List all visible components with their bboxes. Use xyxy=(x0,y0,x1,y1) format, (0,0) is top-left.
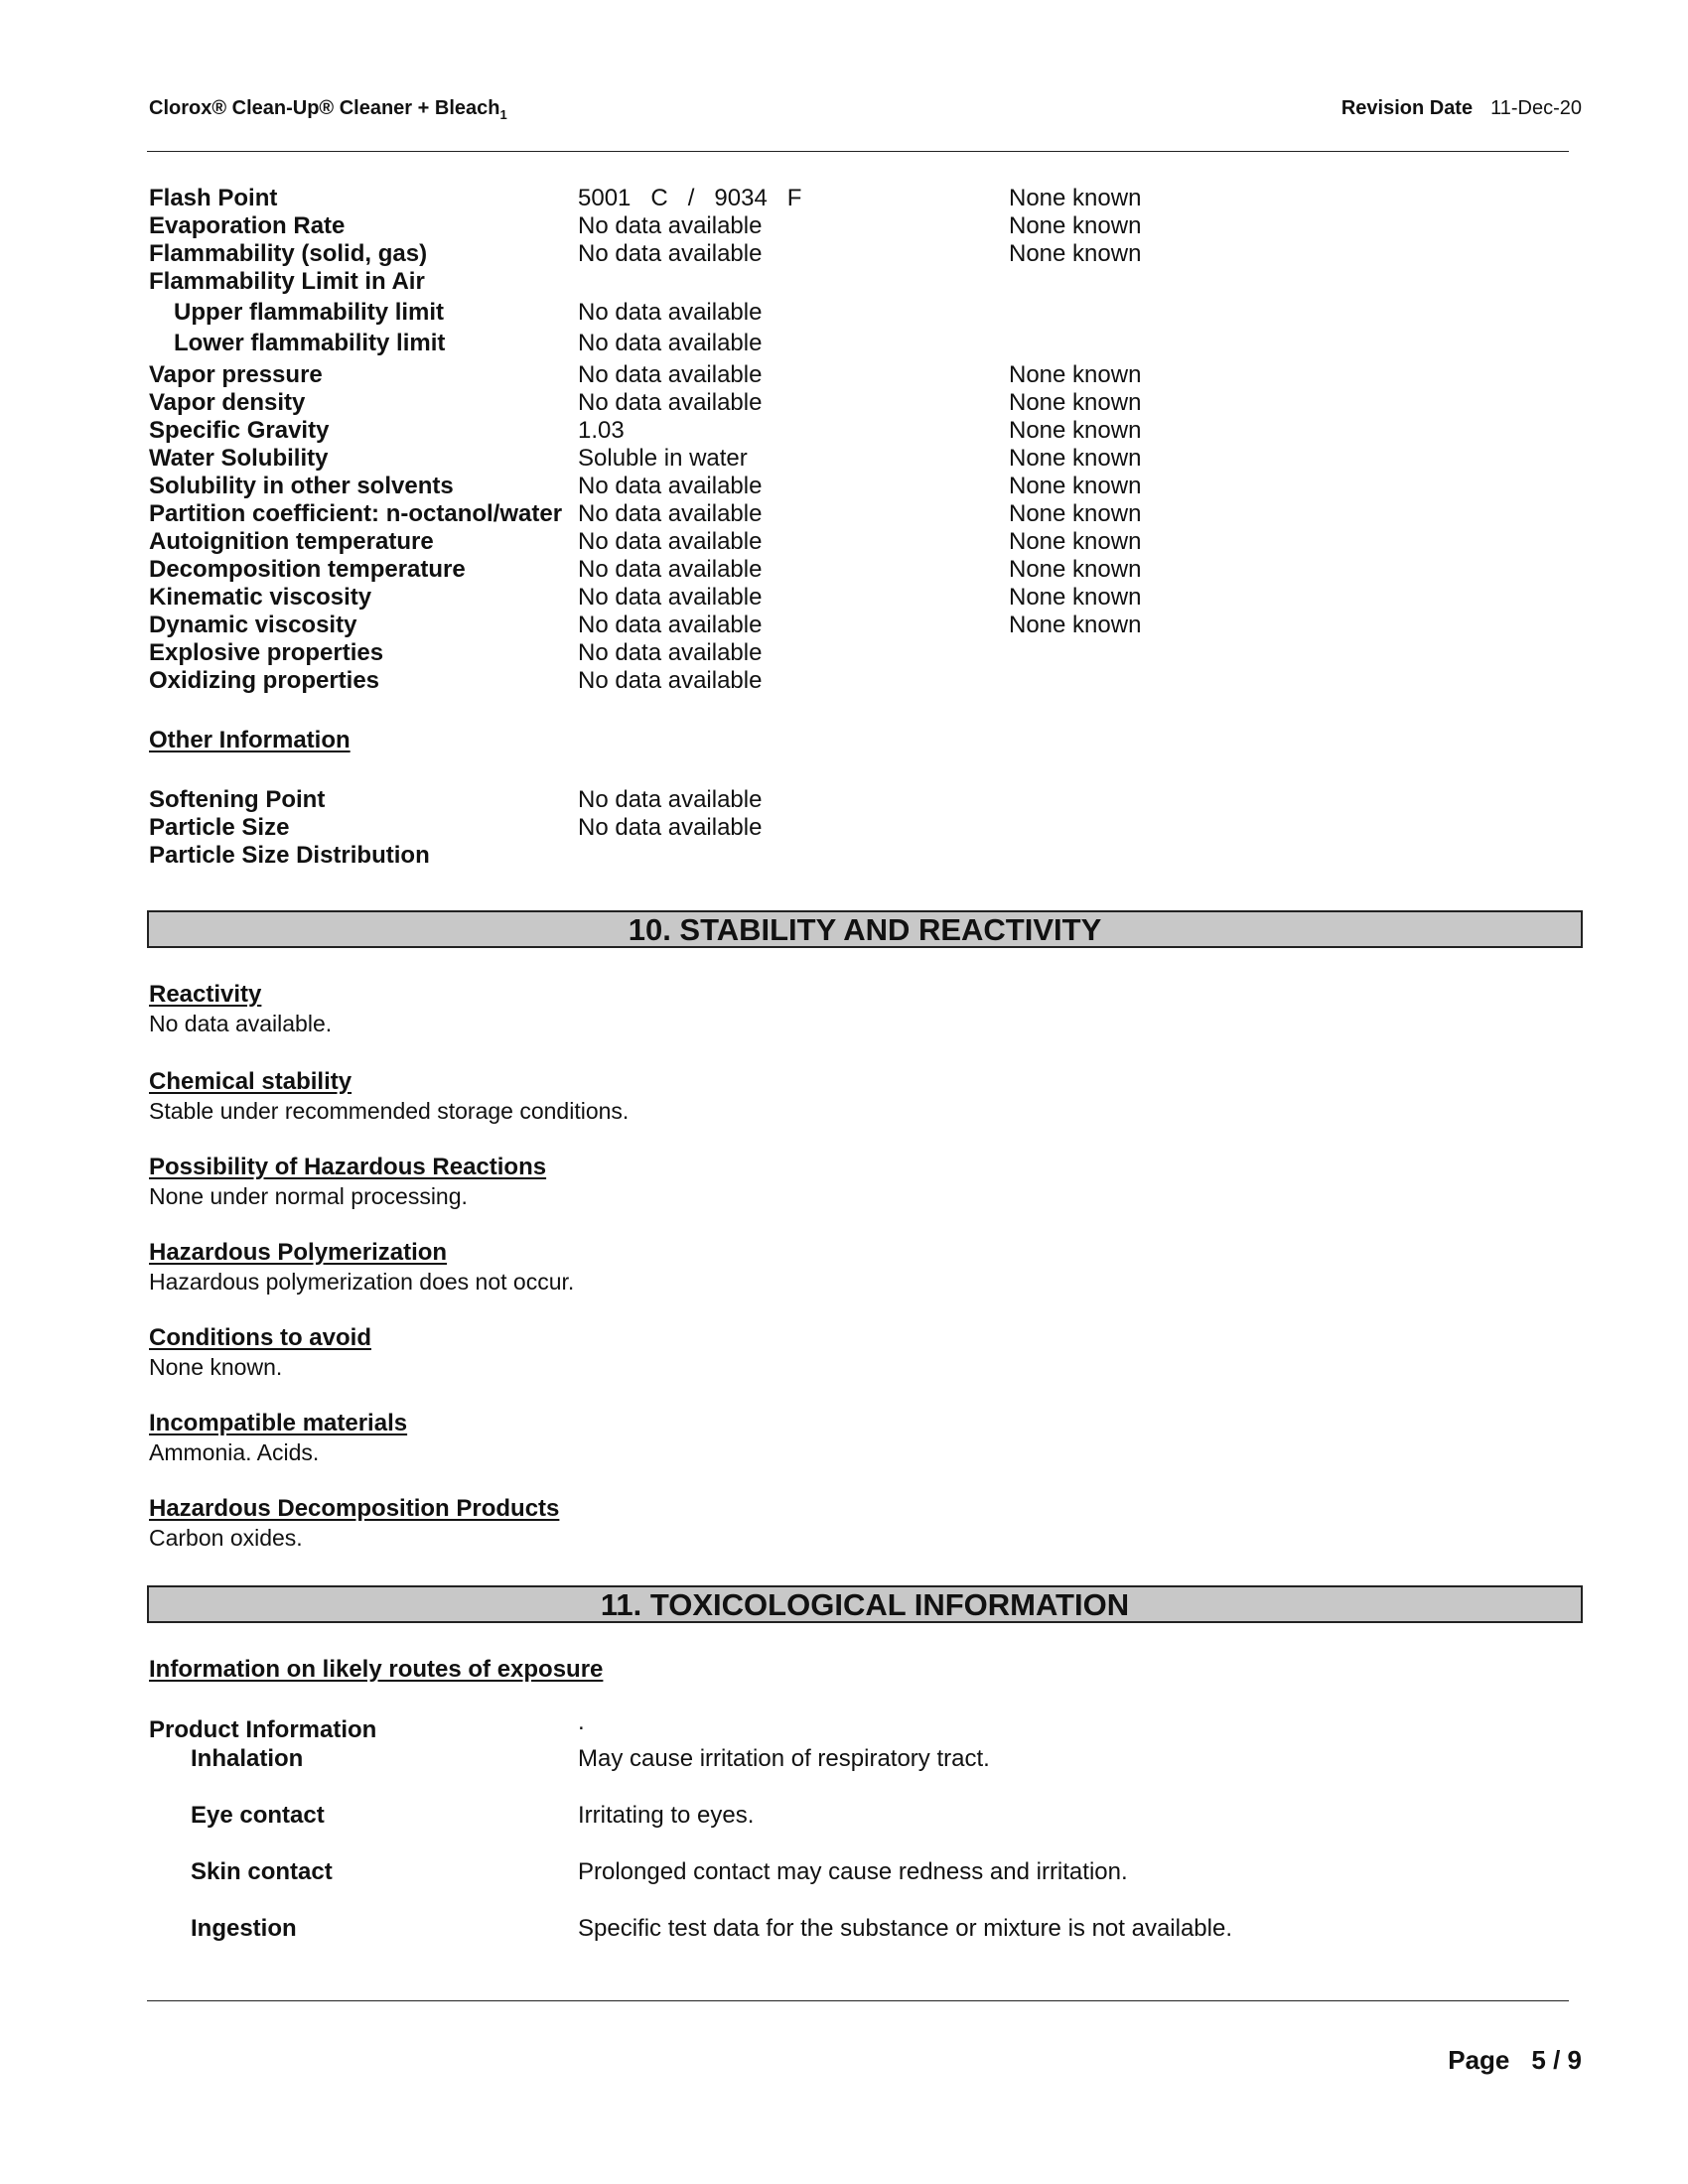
property-name: Upper flammability limit xyxy=(174,299,445,326)
revision-date: 11-Dec-20 xyxy=(1490,97,1582,119)
property-remark: None known xyxy=(1009,584,1142,611)
chemical-stability-heading: Chemical stability xyxy=(149,1068,352,1095)
property-name: Kinematic viscosity xyxy=(149,584,372,611)
property-remark: None known xyxy=(1009,528,1142,555)
property-name: Flammability (solid, gas) xyxy=(149,240,428,267)
property-row xyxy=(0,212,1688,240)
property-name: Explosive properties xyxy=(149,639,384,666)
conditions-to-avoid-heading: Conditions to avoid xyxy=(149,1324,371,1351)
property-value: No data available xyxy=(578,389,763,416)
product-subscript: 1 xyxy=(499,107,507,122)
incompatible-materials-heading: Incompatible materials xyxy=(149,1410,408,1436)
property-name: Solubility in other solvents xyxy=(149,473,454,499)
exposure-route-text: May cause irritation of respiratory tract. xyxy=(578,1745,990,1772)
exposure-route-name: Ingestion xyxy=(191,1915,297,1942)
property-value: No data available xyxy=(578,299,763,326)
page-number: 5 / 9 xyxy=(1531,2045,1582,2075)
property-name: Decomposition temperature xyxy=(149,556,466,583)
property-remark: None known xyxy=(1009,445,1142,472)
property-row xyxy=(0,528,1688,556)
property-row xyxy=(0,473,1688,500)
routes-of-exposure-heading: Information on likely routes of exposure xyxy=(149,1656,604,1683)
other-info-name: Particle Size xyxy=(149,814,290,841)
exposure-route-name: Inhalation xyxy=(191,1745,304,1772)
property-name: Oxidizing properties xyxy=(149,667,380,694)
section-10-title: 10. STABILITY AND REACTIVITY xyxy=(147,910,1583,948)
property-row xyxy=(0,417,1688,445)
exposure-route-row xyxy=(0,1915,1688,1943)
exposure-route-text: Prolonged contact may cause redness and irritation. xyxy=(578,1858,1128,1885)
revision-label: Revision Date xyxy=(1340,97,1474,119)
product-information-value: . xyxy=(578,1708,585,1735)
exposure-route-text: Irritating to eyes. xyxy=(578,1802,755,1829)
property-value: No data available xyxy=(578,212,763,239)
reactivity-heading: Reactivity xyxy=(149,981,262,1008)
property-value: 1.03 xyxy=(578,417,625,444)
property-name: Flammability Limit in Air xyxy=(149,268,425,295)
property-remark: None known xyxy=(1009,185,1142,211)
property-value: No data available xyxy=(578,667,763,694)
property-remark: None known xyxy=(1009,389,1142,416)
property-name: Vapor pressure xyxy=(149,361,323,388)
property-name: Vapor density xyxy=(149,389,306,416)
property-value: No data available xyxy=(578,584,763,611)
other-info-row xyxy=(0,842,1688,870)
exposure-route-name: Skin contact xyxy=(191,1858,333,1885)
property-value: No data available xyxy=(578,612,763,638)
property-row xyxy=(0,330,1688,357)
property-name: Flash Point xyxy=(149,185,278,211)
property-row xyxy=(0,185,1688,212)
incompatible-materials-text: Ammonia. Acids. xyxy=(149,1439,320,1465)
conditions-to-avoid-text: None known. xyxy=(149,1354,283,1380)
other-info-value: No data available xyxy=(578,786,763,813)
property-name: Partition coefficient: n-octanol/water xyxy=(149,500,563,527)
section-11-title: 11. TOXICOLOGICAL INFORMATION xyxy=(147,1585,1583,1623)
other-info-row xyxy=(0,786,1688,814)
page-indicator xyxy=(1448,2045,1582,2076)
decomposition-products-heading: Hazardous Decomposition Products xyxy=(149,1495,560,1522)
property-row xyxy=(0,299,1688,327)
property-value: No data available xyxy=(578,473,763,499)
reactivity-text: No data available. xyxy=(149,1011,333,1036)
property-value: No data available xyxy=(578,240,763,267)
property-row xyxy=(0,667,1688,695)
exposure-route-name: Eye contact xyxy=(191,1802,325,1829)
property-remark: None known xyxy=(1009,556,1142,583)
header-divider xyxy=(147,151,1569,152)
property-value: No data available xyxy=(578,361,763,388)
property-value: No data available xyxy=(578,330,763,356)
property-row xyxy=(0,612,1688,639)
decomposition-products-text: Carbon oxides. xyxy=(149,1525,303,1551)
property-remark: None known xyxy=(1009,612,1142,638)
product-title xyxy=(149,97,507,122)
property-row xyxy=(0,445,1688,473)
property-row xyxy=(0,500,1688,528)
property-value: No data available xyxy=(578,639,763,666)
exposure-route-row xyxy=(0,1745,1688,1773)
product-information-row xyxy=(0,1708,1688,1744)
hazardous-polymerization-text: Hazardous polymerization does not occur. xyxy=(149,1269,575,1295)
other-info-row xyxy=(0,814,1688,842)
footer-divider xyxy=(147,2000,1569,2001)
property-name: Evaporation Rate xyxy=(149,212,346,239)
revision-info xyxy=(1341,97,1582,120)
other-information-heading: Other Information xyxy=(149,727,351,753)
hazardous-reactions-heading: Possibility of Hazardous Reactions xyxy=(149,1154,547,1180)
property-name: Water Solubility xyxy=(149,445,329,472)
exposure-route-row xyxy=(0,1802,1688,1830)
property-name: Specific Gravity xyxy=(149,417,330,444)
property-remark: None known xyxy=(1009,361,1142,388)
other-info-name: Particle Size Distribution xyxy=(149,842,430,869)
exposure-route-row xyxy=(0,1858,1688,1886)
hazardous-reactions-text: None under normal processing. xyxy=(149,1183,468,1209)
property-row xyxy=(0,268,1688,296)
property-row xyxy=(0,361,1688,389)
property-value: No data available xyxy=(578,500,763,527)
property-row xyxy=(0,556,1688,584)
other-info-value: No data available xyxy=(578,814,763,841)
property-value: No data available xyxy=(578,528,763,555)
property-name: Autoignition temperature xyxy=(149,528,434,555)
property-row xyxy=(0,584,1688,612)
property-remark: None known xyxy=(1009,473,1142,499)
property-row xyxy=(0,639,1688,667)
property-remark: None known xyxy=(1009,500,1142,527)
exposure-route-text: Specific test data for the substance or mixture is not available. xyxy=(578,1915,1233,1942)
property-value: Soluble in water xyxy=(578,445,748,472)
product-name: Clorox® Clean-Up® Cleaner + Bleach xyxy=(149,97,500,119)
property-name: Dynamic viscosity xyxy=(149,612,357,638)
product-information-label: Product Information xyxy=(149,1716,377,1743)
other-info-name: Softening Point xyxy=(149,786,326,813)
hazardous-polymerization-heading: Hazardous Polymerization xyxy=(149,1239,448,1266)
page-label: Page xyxy=(1448,2045,1510,2075)
property-remark: None known xyxy=(1009,212,1142,239)
property-name: Lower flammability limit xyxy=(174,330,446,356)
chemical-stability-text: Stable under recommended storage conditions. xyxy=(149,1098,630,1124)
property-remark: None known xyxy=(1009,417,1142,444)
property-remark: None known xyxy=(1009,240,1142,267)
property-value: 5001 C / 9034 F xyxy=(578,185,802,211)
property-value: No data available xyxy=(578,556,763,583)
property-row xyxy=(0,389,1688,417)
property-row xyxy=(0,240,1688,268)
